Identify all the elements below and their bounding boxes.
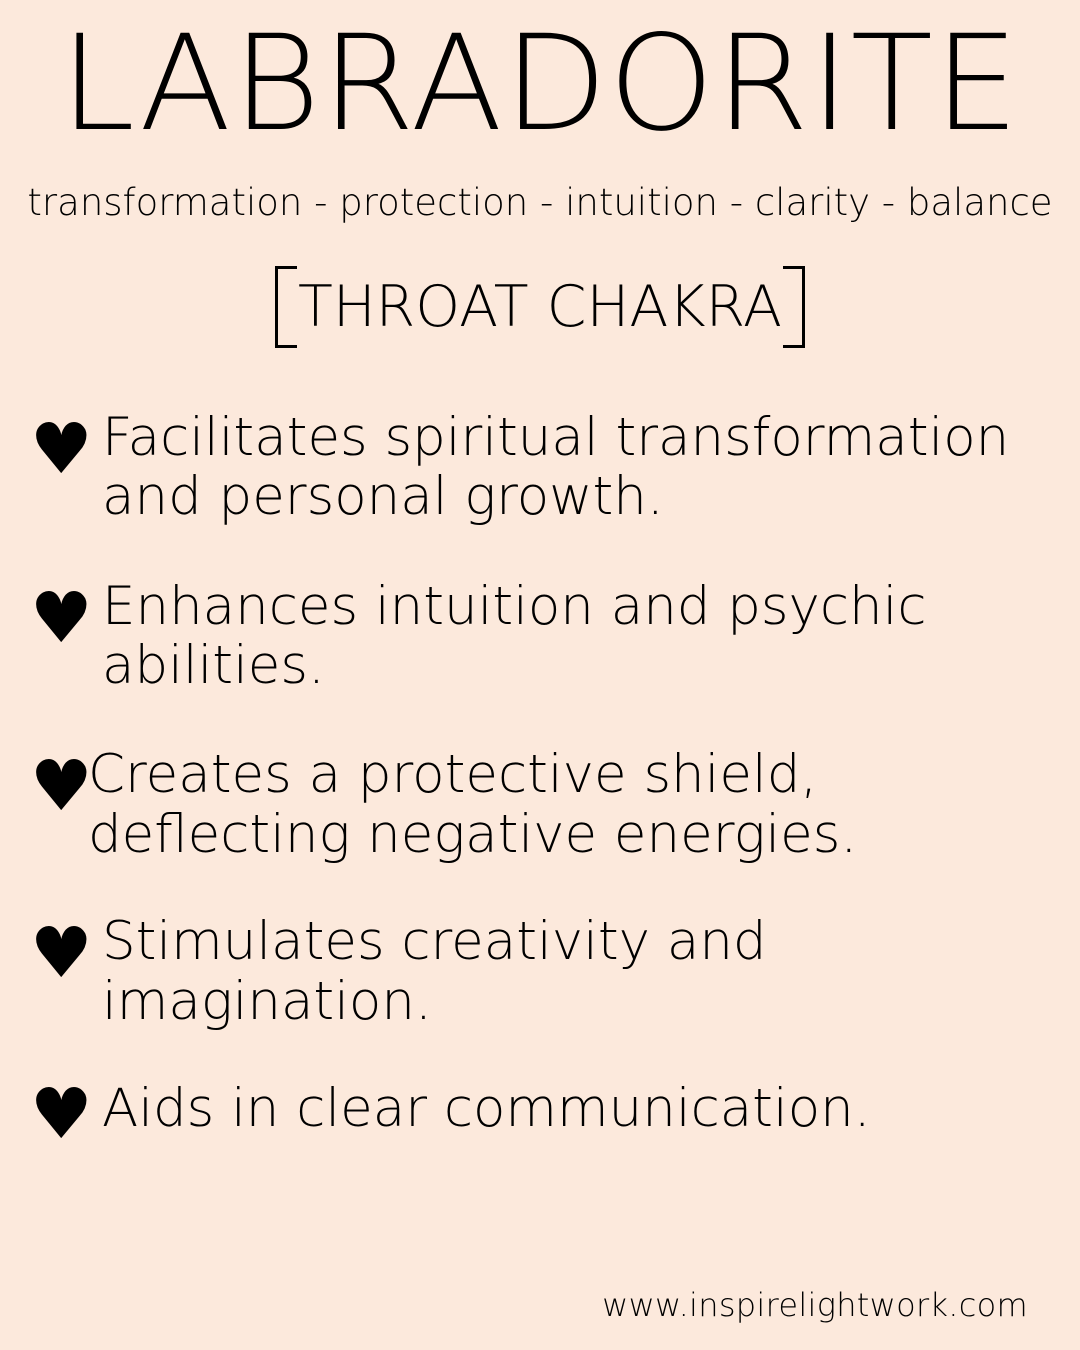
- heart-icon: ♥: [30, 745, 93, 828]
- heart-icon: ♥: [30, 1072, 93, 1155]
- list-item-label: Creates a protective shield, deflecting negative energies.: [88, 744, 858, 865]
- chakra-badge: [0, 266, 1080, 348]
- list-item-label: Enhances intuition and psychic abilities.: [102, 575, 927, 697]
- list-item: [0, 406, 1080, 527]
- list-item: [0, 1072, 1080, 1155]
- chakra-label: THROAT CHAKRA: [298, 273, 782, 340]
- benefits-list: [0, 406, 1080, 1188]
- list-item-label: Stimulates creativity and imagination.: [102, 911, 767, 1032]
- bracket-cap-top-right: [783, 266, 805, 269]
- website-url[interactable]: www.inspirelightwork.com: [602, 1286, 1028, 1324]
- list-item: [0, 575, 1080, 696]
- chakra-bracket: [275, 266, 805, 348]
- bracket-cap-bottom-right: [783, 345, 805, 348]
- heart-icon: ♥: [30, 408, 93, 490]
- keywords-line: transformation - protection - intuition - clarity - balance: [27, 181, 1053, 224]
- list-item-label: Facilitates spiritual transformation and personal growth.: [102, 407, 1010, 528]
- heart-icon: ♥: [30, 576, 93, 659]
- list-item-label: Aids in clear communication.: [102, 1077, 871, 1139]
- list-item: [0, 743, 1080, 864]
- heart-icon: ♥: [30, 912, 93, 995]
- list-item: [0, 910, 1080, 1031]
- page-title: LABRADORITE: [59, 7, 1021, 161]
